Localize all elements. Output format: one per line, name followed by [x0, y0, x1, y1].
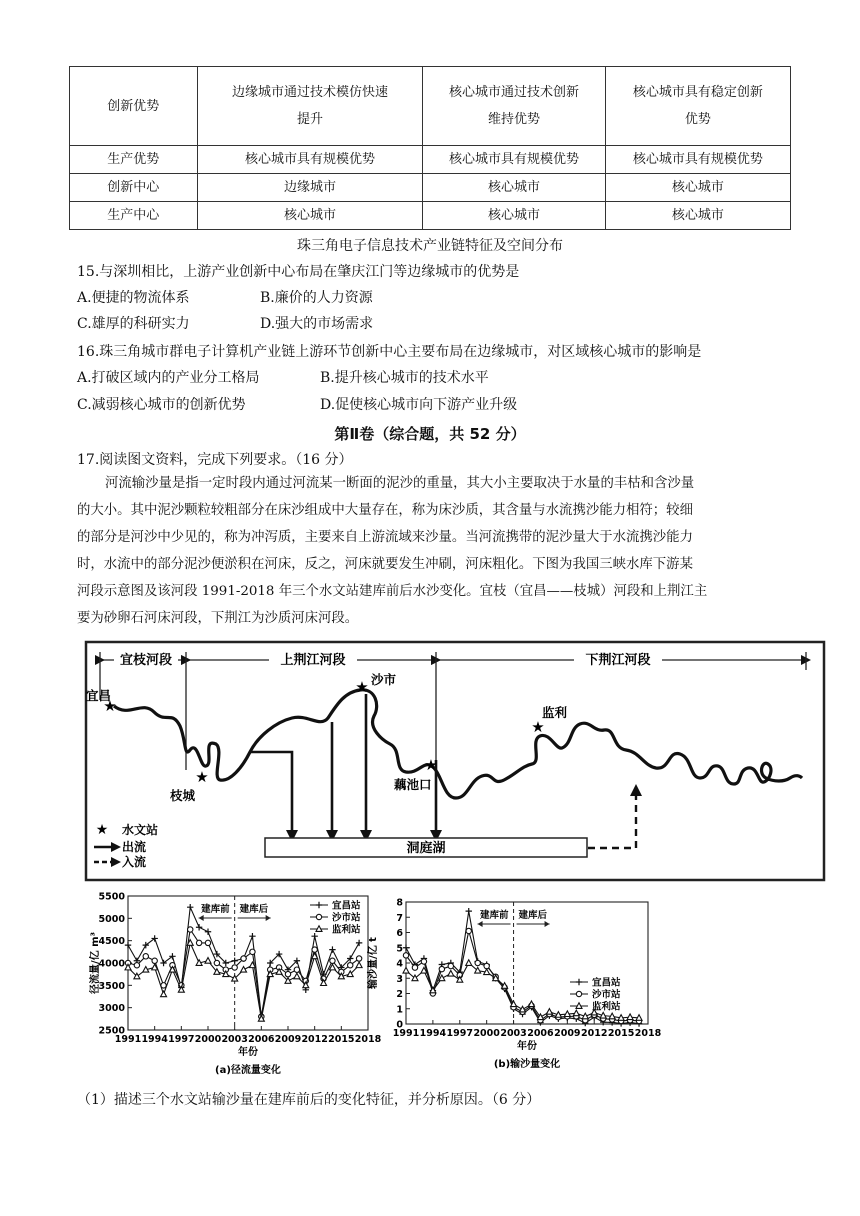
data-point [564, 1011, 570, 1017]
y-tick-label: 0 [396, 1019, 403, 1031]
station-label-zhicheng: 枝城 [170, 788, 196, 803]
question-16-option-d: D.促使核心城市向下游产业升级 [320, 397, 518, 413]
table-cell: 核心城市 [605, 202, 790, 230]
station-star-icon: ★ [195, 768, 209, 786]
data-point [356, 956, 361, 961]
station-label-shashi: 沙市 [371, 672, 397, 687]
data-point [205, 929, 211, 935]
data-point [250, 949, 255, 954]
data-point [528, 1001, 534, 1007]
data-point [294, 967, 299, 972]
period-arrowhead-before [199, 915, 204, 921]
data-point [241, 956, 246, 961]
legend-star-icon: ★ [95, 822, 109, 838]
data-point [143, 967, 149, 973]
data-point [312, 953, 318, 959]
period-label-before: 建库前 [480, 910, 509, 921]
paragraph-line: 河段示意图及该河段 1991-2018 年三个水文站建库前后水沙变化。宜枝（宜昌——枝城）河段和上荆江主 [77, 584, 708, 599]
x-tick-label: 1991 [392, 1028, 420, 1039]
data-point [600, 1012, 606, 1018]
y-tick-label: 3500 [98, 980, 125, 992]
y-tick-label: 1 [396, 1004, 403, 1016]
table-caption: 珠三角电子信息技术产业链特征及空间分布 [297, 238, 563, 254]
y-tick-label: 5000 [98, 913, 125, 925]
x-tick-label: 2015 [607, 1028, 635, 1039]
question-15-stem: 15.与深圳相比，上游产业创新中心布局在肇庆江门等边缘城市的优势是 [77, 264, 520, 280]
station-star-icon: ★ [531, 718, 545, 736]
runoff-chart [84, 886, 384, 1082]
y-tick-label: 8 [396, 897, 403, 909]
legend-station: 水文站 [122, 823, 159, 837]
y-axis-label: 输沙量/亿 t [368, 937, 379, 989]
data-point [241, 967, 247, 973]
data-point [466, 928, 471, 933]
question-15-option-d: D.强大的市场需求 [260, 316, 374, 332]
legend-inflow: 入流 [122, 855, 147, 869]
data-point [439, 966, 444, 971]
data-point [311, 933, 317, 939]
x-tick-label: 2009 [274, 1034, 302, 1045]
data-point [356, 962, 362, 968]
table-row [70, 67, 791, 146]
y-tick-label: 3 [396, 973, 403, 985]
x-tick-label: 1991 [114, 1034, 142, 1045]
x-tick-label: 2012 [580, 1028, 608, 1039]
paragraph-line: 的部分是河沙中少见的，称为冲泻质，主要来自上游流域来沙量。当河流携带的泥沙量大于水流携沙能力 [77, 530, 693, 545]
section-title: 第Ⅱ卷（综合题，共 52 分） [334, 425, 526, 443]
data-point [475, 960, 480, 965]
y-tick-label: 5500 [98, 891, 125, 903]
data-point [205, 958, 211, 964]
data-point [555, 1012, 561, 1018]
y-tick-label: 3000 [98, 1003, 125, 1015]
data-point [403, 945, 409, 951]
station-label-yichang: 宜昌 [86, 688, 112, 703]
table-cell: 边缘城市 [197, 174, 423, 202]
data-point [484, 969, 490, 975]
data-point [329, 946, 335, 952]
y-tick-label: 4000 [98, 958, 125, 970]
data-point [161, 991, 167, 997]
y-tick-label: 4500 [98, 936, 125, 948]
question-17-sub1: （1）描述三个水文站输沙量在建库前后的变化特征，并分析原因。（6 分） [77, 1092, 541, 1108]
x-tick-label: 2009 [554, 1028, 581, 1039]
station-label-jianli: 监利 [542, 705, 568, 720]
legend-marker [316, 902, 322, 908]
chart-caption: (b)输沙量变化 [493, 1059, 561, 1070]
data-point [448, 970, 454, 976]
table-cell: 核心城市 [605, 174, 790, 202]
y-tick-label: 2500 [98, 1025, 125, 1037]
question-15-option-b: B.廉价的人力资源 [260, 290, 373, 306]
segment-label-upper-jingjiang: 上荆江河段 [280, 653, 346, 668]
data-point [520, 1006, 526, 1012]
legend-marker [316, 914, 321, 919]
industry-chain-table [69, 66, 791, 230]
data-point [356, 940, 362, 946]
data-point [249, 933, 255, 939]
legend-label: 监利站 [592, 1001, 621, 1013]
data-point [618, 1015, 624, 1021]
segment-label-lower-jingjiang: 下荆江河段 [585, 653, 651, 668]
table-cell: 创新中心 [70, 174, 198, 202]
data-point [466, 908, 472, 914]
y-tick-label: 6 [396, 928, 403, 939]
data-point [196, 960, 202, 966]
period-arrowhead-after [545, 921, 550, 927]
legend-marker [576, 1003, 582, 1009]
y-tick-label: 4 [396, 958, 403, 970]
data-point [294, 973, 300, 979]
table-cell: 核心城市具有规模优势 [197, 146, 423, 174]
station-star-icon: ★ [424, 756, 438, 774]
table-cell: 核心城市具有规模优势 [423, 146, 605, 174]
x-tick-label: 2003 [500, 1028, 527, 1039]
data-point [188, 927, 193, 932]
data-point [205, 940, 210, 945]
series-2 [125, 940, 362, 1022]
table-row [70, 174, 791, 202]
data-point [403, 967, 409, 973]
x-tick-label: 2000 [194, 1034, 222, 1045]
x-tick-label: 2000 [473, 1028, 500, 1039]
segment-label-yizhi: 宜枝河段 [119, 653, 173, 668]
data-point [312, 947, 317, 952]
data-point [348, 963, 353, 968]
legend-marker [576, 979, 582, 985]
table-cell: 核心城市具有稳定创新 优势 [605, 67, 790, 146]
x-tick-label: 2012 [301, 1034, 328, 1045]
data-point [143, 954, 148, 959]
x-tick-label: 1997 [446, 1028, 474, 1039]
x-tick-label: 2015 [328, 1034, 355, 1045]
data-point [231, 958, 237, 964]
paragraph-line: 河流输沙量是指一定时段内通过河流某一断面的泥沙的重量，其大小主要取决于水量的丰枯和含沙量 [105, 476, 695, 491]
legend-label: 宜昌站 [332, 900, 361, 912]
table-cell: 核心城市 [423, 174, 605, 202]
period-arrowhead-before [478, 921, 483, 927]
question-16-option-c: C.减弱核心城市的创新优势 [77, 397, 246, 413]
data-point [421, 959, 426, 964]
table-cell: 生产优势 [70, 146, 198, 174]
x-axis-label: 年份 [238, 1047, 258, 1058]
data-point [466, 960, 472, 966]
question-16-option-a: A.打破区域内的产业分工格局 [77, 370, 260, 386]
x-tick-label: 2018 [634, 1028, 662, 1039]
period-label-after: 建库后 [239, 904, 269, 915]
series-line [128, 907, 359, 1016]
x-tick-label: 1997 [168, 1034, 195, 1045]
data-point [152, 958, 157, 963]
period-label-before: 建库前 [201, 904, 230, 915]
y-tick-label: 5 [396, 943, 403, 955]
question-15-option-a: A.便捷的物流体系 [77, 290, 190, 306]
period-arrowhead-after [266, 915, 271, 921]
question-17-paragraph [77, 470, 789, 632]
table-cell: 核心城市 [197, 202, 423, 230]
x-axis-label: 年份 [517, 1041, 537, 1052]
data-point [412, 965, 417, 970]
question-16-stem: 16.珠三角城市群电子计算机产业链上游环节创新中心主要布局在边缘城市，对区域核心城市的影响是 [77, 344, 702, 360]
x-tick-label: 1994 [141, 1034, 168, 1045]
table-cell: 生产中心 [70, 202, 198, 230]
table-row [70, 146, 791, 174]
data-point [196, 924, 202, 930]
x-tick-label: 2006 [248, 1034, 275, 1045]
series-1 [125, 927, 362, 1020]
data-point [609, 1013, 615, 1019]
series-0 [125, 904, 363, 1020]
x-tick-label: 1994 [419, 1028, 447, 1039]
table-cell: 边缘城市通过技术模仿快速 提升 [197, 67, 423, 146]
data-point [214, 960, 219, 965]
x-tick-label: 2006 [527, 1028, 554, 1039]
data-point [249, 962, 255, 968]
data-point [232, 965, 237, 970]
data-point [636, 1015, 642, 1021]
data-point [187, 904, 193, 910]
legend-label: 沙市站 [332, 912, 361, 924]
y-axis-label: 径流量/亿 m³ [90, 932, 101, 994]
paragraph-line: 要为砂卵石河床河段，下荆江为沙质河床河段。 [77, 611, 359, 626]
question-15-option-c: C.雄厚的科研实力 [77, 316, 190, 332]
table-cell: 核心城市 [423, 202, 605, 230]
x-tick-label: 2003 [221, 1034, 248, 1045]
sediment-chart [366, 886, 666, 1082]
legend-marker [316, 926, 322, 932]
data-point [125, 942, 131, 948]
station-label-ouchikou: 藕池口 [394, 777, 432, 792]
data-point [330, 958, 335, 963]
legend-label: 沙市站 [592, 989, 621, 1001]
data-point [196, 940, 201, 945]
lake-label: 洞庭湖 [406, 841, 446, 856]
data-point [448, 963, 453, 968]
data-point [134, 963, 139, 968]
legend-outflow: 出流 [122, 840, 147, 854]
paragraph-line: 时，水流中的部分泥沙便淤积在河床，反之，河床就要发生冲刷，河床粗化。下图为我国三峡水库下游某 [77, 557, 693, 572]
station-star-icon: ★ [103, 697, 117, 715]
paragraph-line: 的大小。其中泥沙颗粒较粗部分在床沙组成中大量存在，称为床沙质，其含量与水流携沙能力相符；较细 [77, 503, 693, 518]
data-point [627, 1014, 633, 1020]
data-point [546, 1009, 552, 1015]
period-label-after: 建库后 [518, 910, 548, 921]
data-point [403, 953, 408, 958]
chart-caption: (a)径流量变化 [215, 1065, 281, 1076]
station-star-icon: ★ [355, 678, 369, 696]
x-tick-label: 2018 [354, 1034, 382, 1045]
y-tick-label: 7 [396, 912, 403, 924]
table-cell: 核心城市具有规模优势 [605, 146, 790, 174]
y-tick-label: 2 [396, 989, 403, 1000]
data-point [573, 1010, 579, 1016]
table-cell: 核心城市通过技术创新 维持优势 [423, 67, 605, 146]
legend-label: 宜昌站 [592, 977, 621, 989]
river-map [84, 640, 827, 882]
question-17-stem: 17.阅读图文资料，完成下列要求。（16 分） [77, 452, 353, 468]
data-point [285, 971, 290, 976]
table-cell: 创新优势 [70, 67, 198, 146]
legend-label: 监利站 [332, 924, 361, 936]
legend-marker [576, 991, 581, 996]
data-point [582, 1013, 588, 1019]
table-row [70, 202, 791, 230]
question-16-option-b: B.提升核心城市的技术水平 [320, 370, 489, 386]
